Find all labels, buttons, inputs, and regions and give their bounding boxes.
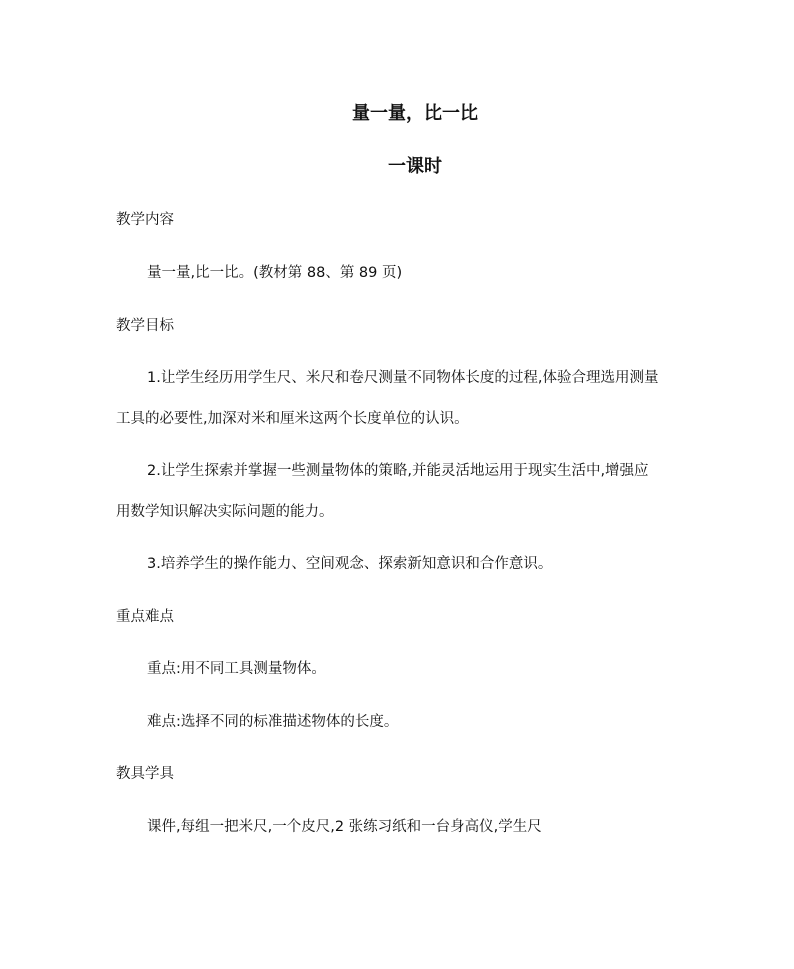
materials-text: 课件,每组一把米尺,一个皮尺,2 张练习纸和一台身高仪,学生尺: [147, 819, 542, 835]
document-subtitle: 一课时: [388, 156, 442, 177]
section-heading-goals: 教学目标: [116, 318, 174, 334]
goal-item-3: 3.培养学生的操作能力、空间观念、探索新知意识和合作意识。: [147, 556, 553, 572]
goal-item-2-line-2: 用数学知识解决实际问题的能力。: [116, 504, 334, 520]
goal-item-2-line-1: 2.让学生探索并掌握一些测量物体的策略,并能灵活地运用于现实生活中,增强应: [147, 463, 649, 479]
section-heading-key-points: 重点难点: [116, 609, 174, 625]
difficulty-text: 难点:选择不同的标准描述物体的长度。: [147, 714, 399, 730]
section-heading-content: 教学内容: [116, 212, 174, 228]
section-heading-materials: 教具学具: [116, 766, 174, 782]
goal-item-1-line-2: 工具的必要性,加深对米和厘米这两个长度单位的认识。: [116, 411, 469, 427]
goal-item-1-line-1: 1.让学生经历用学生尺、米尺和卷尺测量不同物体长度的过程,体验合理选用测量: [147, 370, 659, 386]
content-text: 量一量,比一比。(教材第 88、第 89 页): [147, 265, 403, 281]
key-point-text: 重点:用不同工具测量物体。: [147, 661, 326, 677]
document-title: 量一量，比一比: [352, 103, 478, 124]
